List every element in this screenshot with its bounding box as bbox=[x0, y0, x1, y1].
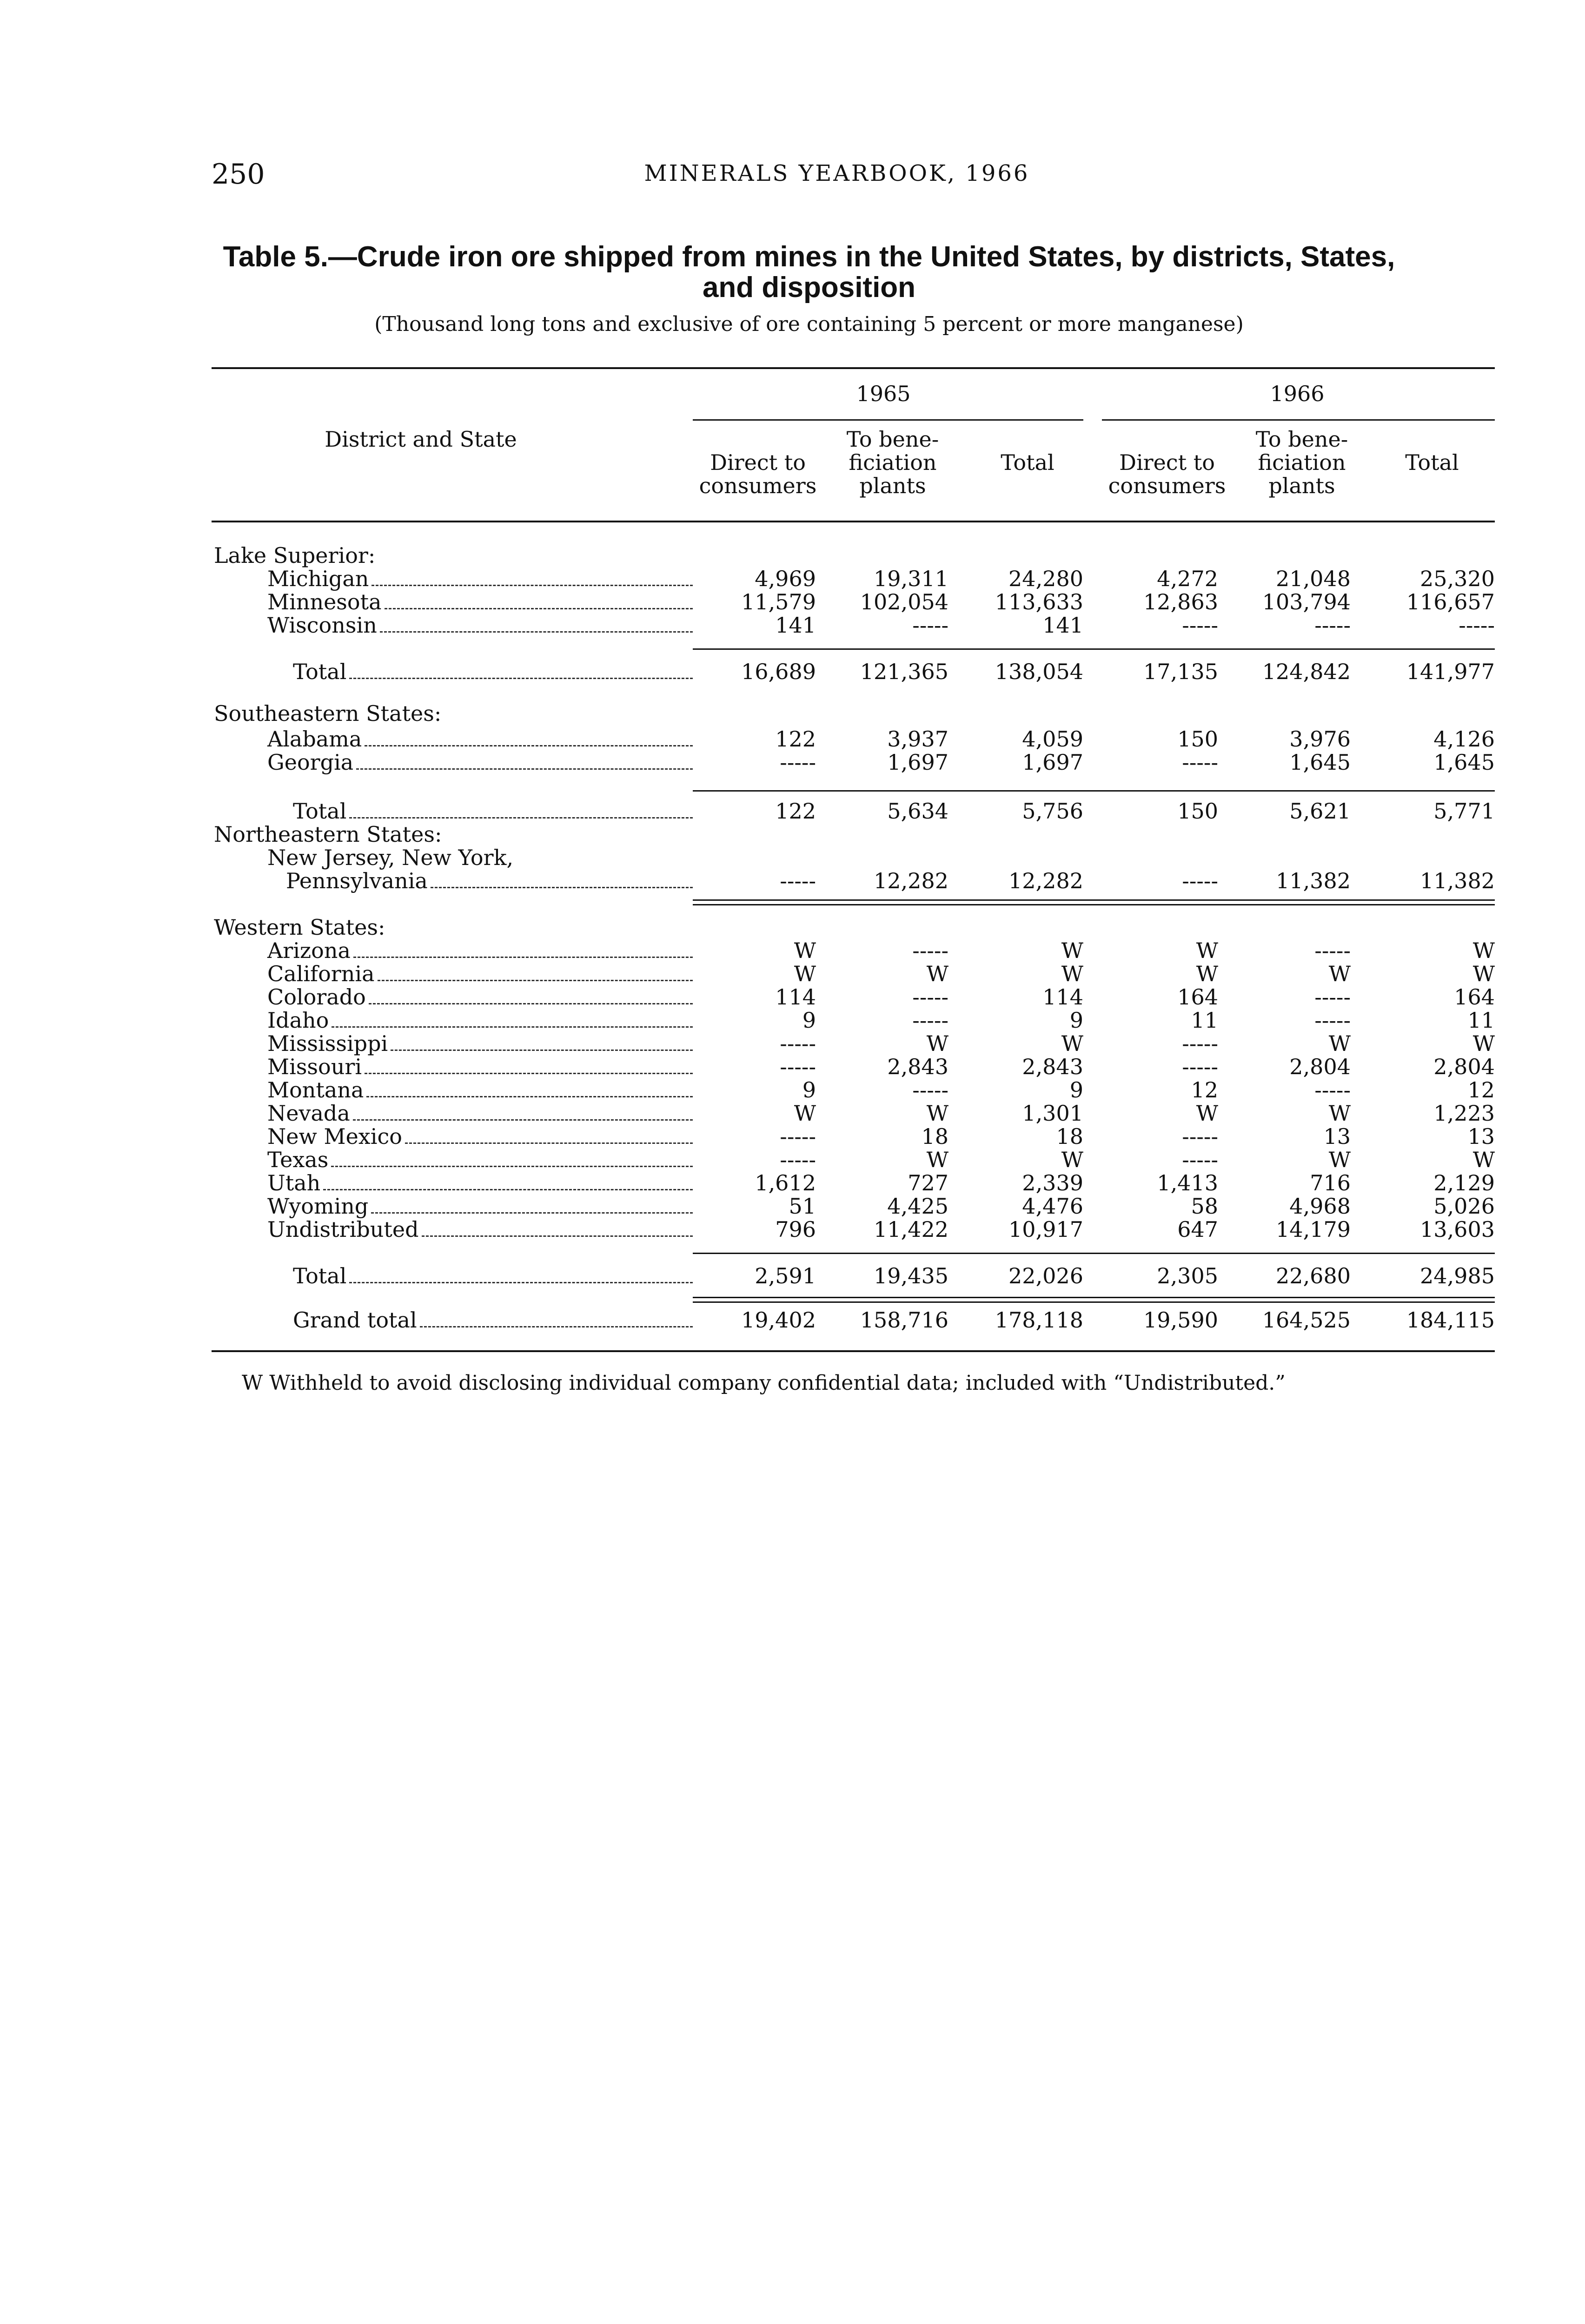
table-cell: W bbox=[926, 961, 948, 986]
col-total-1966-header: Total bbox=[1405, 450, 1459, 475]
table-cell: 121,365 bbox=[860, 659, 948, 684]
table-cell: 12,282 bbox=[1008, 868, 1083, 893]
table-cell: ----- bbox=[1314, 613, 1351, 638]
table-cell: W bbox=[1196, 1101, 1218, 1126]
col-benef-1965-line-2: ficiation bbox=[849, 450, 937, 475]
table-cell: 3,976 bbox=[1289, 726, 1351, 752]
table-cell: 11,382 bbox=[1420, 868, 1495, 893]
table-cell: ----- bbox=[1182, 613, 1218, 638]
row-label: Nevada bbox=[267, 1101, 350, 1126]
table-cell: ----- bbox=[780, 1031, 816, 1056]
col-direct-1965-line-2: consumers bbox=[699, 473, 817, 498]
table-cell: W bbox=[926, 1147, 948, 1172]
table-cell: 113,633 bbox=[995, 589, 1083, 614]
col-direct-1966-line-2: consumers bbox=[1108, 473, 1226, 498]
row-label: Total bbox=[293, 1263, 347, 1288]
sum-rule bbox=[693, 1301, 1495, 1303]
table-cell: 164,525 bbox=[1262, 1307, 1351, 1333]
dot-leader bbox=[369, 1003, 693, 1004]
table-cell: ----- bbox=[780, 868, 816, 893]
dot-leader bbox=[332, 1026, 693, 1028]
table-subtitle: (Thousand long tons and exclusive of ore containing 5 percent or more manganese) bbox=[374, 312, 1244, 336]
row-label: Colorado bbox=[267, 984, 366, 1010]
table-cell: W bbox=[1061, 1147, 1083, 1172]
table-cell: W bbox=[1196, 961, 1218, 986]
table-cell: 138,054 bbox=[995, 659, 1083, 684]
running-head: MINERALS YEARBOOK, 1966 bbox=[644, 160, 1030, 186]
row-label: Georgia bbox=[267, 750, 354, 775]
dot-leader bbox=[353, 1119, 693, 1121]
table-cell: 1,645 bbox=[1289, 750, 1351, 775]
row-label: Total bbox=[293, 799, 347, 824]
table-cell: 13 bbox=[1467, 1124, 1495, 1149]
dot-leader bbox=[349, 678, 693, 679]
table-cell: 1,697 bbox=[1022, 750, 1083, 775]
table-cell: ----- bbox=[780, 1054, 816, 1079]
table-cell: 9 bbox=[1069, 1008, 1083, 1033]
table-cell: 4,126 bbox=[1433, 726, 1495, 752]
table-cell: 116,657 bbox=[1406, 589, 1495, 614]
table-cell: 122 bbox=[775, 799, 816, 824]
table-cell: 178,118 bbox=[995, 1307, 1083, 1333]
row-label: Missouri bbox=[267, 1054, 362, 1079]
table-cell: 164 bbox=[1177, 984, 1218, 1010]
table-cell: 114 bbox=[1042, 984, 1083, 1010]
table-cell: 2,305 bbox=[1157, 1263, 1218, 1288]
table-cell: 5,756 bbox=[1022, 799, 1083, 824]
col-benef-1966-line-2: ficiation bbox=[1258, 450, 1346, 475]
dot-leader bbox=[365, 1073, 693, 1074]
row-label: Alabama bbox=[267, 726, 362, 752]
table-cell: 3,937 bbox=[887, 726, 948, 752]
col-direct-1966-line-1: Direct to bbox=[1119, 450, 1215, 475]
table-cell: 14,179 bbox=[1276, 1217, 1351, 1242]
table-cell: ----- bbox=[1314, 1077, 1351, 1103]
table-cell: ----- bbox=[1182, 868, 1218, 893]
table-cell: ----- bbox=[1314, 1008, 1351, 1033]
row-label: New Jersey, New York, bbox=[267, 845, 514, 870]
table-cell: W bbox=[794, 938, 816, 963]
dot-leader bbox=[420, 1326, 693, 1327]
table-cell: 11,579 bbox=[741, 589, 816, 614]
table-top-rule bbox=[212, 367, 1495, 369]
table-cell: ----- bbox=[912, 938, 948, 963]
table-cell: 9 bbox=[802, 1008, 816, 1033]
table-cell: 4,969 bbox=[755, 566, 816, 591]
row-label: Wisconsin bbox=[267, 613, 377, 638]
table-cell: W bbox=[794, 961, 816, 986]
table-cell: 17,135 bbox=[1143, 659, 1218, 684]
table-cell: 11 bbox=[1191, 1008, 1218, 1033]
table-cell: 164 bbox=[1454, 984, 1495, 1010]
table-cell: 11,422 bbox=[874, 1217, 948, 1242]
dot-leader bbox=[371, 585, 693, 586]
table-title-line-1: Table 5.—Crude iron ore shipped from mines in the United States, by districts, States, bbox=[223, 241, 1395, 273]
dot-leader bbox=[323, 1189, 693, 1190]
table-cell: ----- bbox=[912, 1008, 948, 1033]
sum-rule bbox=[693, 899, 1495, 901]
table-cell: 114 bbox=[775, 984, 816, 1010]
table-cell: 1,697 bbox=[887, 750, 948, 775]
table-cell: W bbox=[1061, 1031, 1083, 1056]
sum-rule bbox=[693, 790, 1495, 792]
table-cell: 19,590 bbox=[1143, 1307, 1218, 1333]
dot-leader bbox=[371, 1212, 693, 1214]
table-cell: 5,771 bbox=[1433, 799, 1495, 824]
table-cell: W bbox=[1472, 1031, 1495, 1056]
table-cell: W bbox=[794, 1101, 816, 1126]
row-label: Mississippi bbox=[267, 1031, 388, 1056]
table-cell: ----- bbox=[912, 1077, 948, 1103]
table-cell: 21,048 bbox=[1276, 566, 1351, 591]
page-number: 250 bbox=[212, 158, 265, 191]
row-label: Lake Superior: bbox=[214, 543, 376, 568]
dot-leader bbox=[331, 1166, 693, 1167]
table-cell: 727 bbox=[908, 1170, 948, 1195]
dot-leader bbox=[349, 817, 693, 819]
col-direct-1965-header bbox=[688, 451, 828, 497]
table-cell: W bbox=[1472, 938, 1495, 963]
table-cell: 1,301 bbox=[1022, 1101, 1083, 1126]
table-cell: ----- bbox=[1182, 1147, 1218, 1172]
dot-leader bbox=[365, 745, 693, 746]
table-cell: 19,402 bbox=[741, 1307, 816, 1333]
table-cell: 150 bbox=[1177, 726, 1218, 752]
table-cell: 18 bbox=[921, 1124, 948, 1149]
table-cell: 103,794 bbox=[1262, 589, 1351, 614]
table-cell: 1,413 bbox=[1157, 1170, 1218, 1195]
table-cell: 58 bbox=[1191, 1194, 1218, 1219]
table-cell: 22,026 bbox=[1008, 1263, 1083, 1288]
table-cell: 12,863 bbox=[1143, 589, 1218, 614]
year-1965-header: 1965 bbox=[856, 381, 911, 406]
table-cell: 13 bbox=[1323, 1124, 1351, 1149]
table-cell: 12 bbox=[1467, 1077, 1495, 1103]
table-cell: 4,968 bbox=[1289, 1194, 1351, 1219]
dot-leader bbox=[391, 1050, 693, 1051]
col-benef-1965-header bbox=[828, 428, 958, 497]
table-cell: 24,280 bbox=[1008, 566, 1083, 591]
table-cell: 12,282 bbox=[874, 868, 948, 893]
year-1965-rule bbox=[693, 419, 1083, 421]
header-bottom-rule bbox=[212, 521, 1495, 522]
row-label: Southeastern States: bbox=[214, 701, 442, 726]
table-cell: 9 bbox=[802, 1077, 816, 1103]
table-cell: 19,435 bbox=[874, 1263, 948, 1288]
table-cell: ----- bbox=[1182, 1031, 1218, 1056]
table-cell: 12 bbox=[1191, 1077, 1218, 1103]
table-cell: 2,804 bbox=[1433, 1054, 1495, 1079]
col-benef-1966-line-3: plants bbox=[1268, 473, 1335, 498]
table-cell: ----- bbox=[1182, 750, 1218, 775]
sum-rule bbox=[693, 648, 1495, 650]
table-cell: 51 bbox=[789, 1194, 816, 1219]
table-cell: ----- bbox=[780, 1147, 816, 1172]
table-cell: 184,115 bbox=[1406, 1307, 1495, 1333]
table-cell: ----- bbox=[780, 750, 816, 775]
table-cell: 102,054 bbox=[860, 589, 948, 614]
row-label: Grand total bbox=[293, 1307, 417, 1333]
row-label: Total bbox=[293, 659, 347, 684]
dot-leader bbox=[380, 631, 693, 633]
table-cell: 141,977 bbox=[1406, 659, 1495, 684]
dot-leader bbox=[431, 887, 693, 888]
table-cell: 11 bbox=[1467, 1008, 1495, 1033]
table-cell: 19,311 bbox=[874, 566, 948, 591]
year-1966-rule bbox=[1102, 419, 1495, 421]
table-cell: 122 bbox=[775, 726, 816, 752]
dot-leader bbox=[378, 980, 693, 981]
table-cell: ----- bbox=[1314, 938, 1351, 963]
row-label: Western States: bbox=[214, 915, 385, 940]
dot-leader bbox=[356, 768, 693, 770]
table-cell: 141 bbox=[1042, 613, 1083, 638]
table-cell: 18 bbox=[1056, 1124, 1083, 1149]
table-cell: 1,612 bbox=[755, 1170, 816, 1195]
table-cell: ----- bbox=[1182, 1124, 1218, 1149]
table-title-line-2: and disposition bbox=[702, 271, 916, 304]
table-cell: 2,804 bbox=[1289, 1054, 1351, 1079]
dot-leader bbox=[422, 1235, 693, 1237]
col-total-1965-header: Total bbox=[1001, 450, 1054, 475]
table-cell: 158,716 bbox=[860, 1307, 948, 1333]
table-cell: 2,339 bbox=[1022, 1170, 1083, 1195]
table-cell: W bbox=[1328, 1101, 1351, 1126]
table-cell: 716 bbox=[1310, 1170, 1351, 1195]
table-cell: 124,842 bbox=[1262, 659, 1351, 684]
stub-header: District and State bbox=[325, 427, 517, 452]
table-cell: 22,680 bbox=[1276, 1263, 1351, 1288]
table-cell: 796 bbox=[775, 1217, 816, 1242]
table-cell: 1,645 bbox=[1433, 750, 1495, 775]
row-label: Pennsylvania bbox=[286, 868, 428, 893]
table-cell: 4,059 bbox=[1022, 726, 1083, 752]
sum-rule bbox=[693, 1297, 1495, 1298]
table-cell: 11,382 bbox=[1276, 868, 1351, 893]
table-cell: 647 bbox=[1177, 1217, 1218, 1242]
dot-leader bbox=[353, 957, 693, 958]
table-cell: 2,843 bbox=[1022, 1054, 1083, 1079]
row-label: Undistributed bbox=[267, 1217, 419, 1242]
row-label: Minnesota bbox=[267, 589, 382, 614]
table-cell: ----- bbox=[912, 984, 948, 1010]
footnote: W Withheld to avoid disclosing individual company confidential data; included with “Undistributed.” bbox=[242, 1371, 1286, 1395]
table-cell: W bbox=[1061, 961, 1083, 986]
sum-rule bbox=[693, 904, 1495, 905]
table-cell: ----- bbox=[1459, 613, 1495, 638]
table-cell: W bbox=[1328, 961, 1351, 986]
col-direct-1966-header bbox=[1097, 451, 1237, 497]
row-label: Texas bbox=[267, 1147, 329, 1172]
table-cell: ----- bbox=[1314, 984, 1351, 1010]
col-direct-1965-line-1: Direct to bbox=[710, 450, 806, 475]
table-cell: 5,621 bbox=[1289, 799, 1351, 824]
table-bottom-rule bbox=[212, 1350, 1495, 1352]
dot-leader bbox=[366, 1096, 693, 1097]
dot-leader bbox=[349, 1282, 693, 1283]
dot-leader bbox=[385, 608, 693, 609]
table-cell: ----- bbox=[780, 1124, 816, 1149]
sum-rule bbox=[693, 1253, 1495, 1254]
table-cell: 16,689 bbox=[741, 659, 816, 684]
table-cell: 2,591 bbox=[755, 1263, 816, 1288]
table-cell: 10,917 bbox=[1008, 1217, 1083, 1242]
table-cell: 150 bbox=[1177, 799, 1218, 824]
row-label: New Mexico bbox=[267, 1124, 402, 1149]
year-1966-header: 1966 bbox=[1270, 381, 1325, 406]
table-cell: W bbox=[1061, 938, 1083, 963]
table-cell: 13,603 bbox=[1420, 1217, 1495, 1242]
table-cell: 25,320 bbox=[1420, 566, 1495, 591]
col-benef-1966-header bbox=[1237, 428, 1367, 497]
table-cell: 141 bbox=[775, 613, 816, 638]
table-cell: W bbox=[1196, 938, 1218, 963]
table-cell: 24,985 bbox=[1420, 1263, 1495, 1288]
table-cell: 4,272 bbox=[1157, 566, 1218, 591]
table-cell: 4,476 bbox=[1022, 1194, 1083, 1219]
table-title bbox=[205, 242, 1413, 303]
table-cell: W bbox=[926, 1101, 948, 1126]
table-cell: ----- bbox=[1182, 1054, 1218, 1079]
row-label: Michigan bbox=[267, 566, 369, 591]
dot-leader bbox=[405, 1142, 693, 1144]
table-cell: W bbox=[1328, 1031, 1351, 1056]
row-label: Montana bbox=[267, 1077, 364, 1103]
row-label: California bbox=[267, 961, 375, 986]
row-label: Idaho bbox=[267, 1008, 329, 1033]
row-label: Utah bbox=[267, 1170, 321, 1195]
table-cell: ----- bbox=[912, 613, 948, 638]
table-cell: 2,843 bbox=[887, 1054, 948, 1079]
table-cell: 9 bbox=[1069, 1077, 1083, 1103]
table-cell: 1,223 bbox=[1433, 1101, 1495, 1126]
table-cell: W bbox=[1328, 1147, 1351, 1172]
table-cell: 2,129 bbox=[1433, 1170, 1495, 1195]
col-benef-1966-line-1: To bene- bbox=[1255, 427, 1348, 452]
table-cell: 4,425 bbox=[887, 1194, 948, 1219]
table-cell: W bbox=[1472, 961, 1495, 986]
table-cell: 5,026 bbox=[1433, 1194, 1495, 1219]
row-label: Arizona bbox=[267, 938, 351, 963]
row-label: Northeastern States: bbox=[214, 822, 442, 847]
row-label: Wyoming bbox=[267, 1194, 369, 1219]
table-cell: W bbox=[926, 1031, 948, 1056]
col-benef-1965-line-1: To bene- bbox=[846, 427, 939, 452]
table-cell: 5,634 bbox=[887, 799, 948, 824]
table-cell: W bbox=[1472, 1147, 1495, 1172]
col-benef-1965-line-3: plants bbox=[859, 473, 926, 498]
